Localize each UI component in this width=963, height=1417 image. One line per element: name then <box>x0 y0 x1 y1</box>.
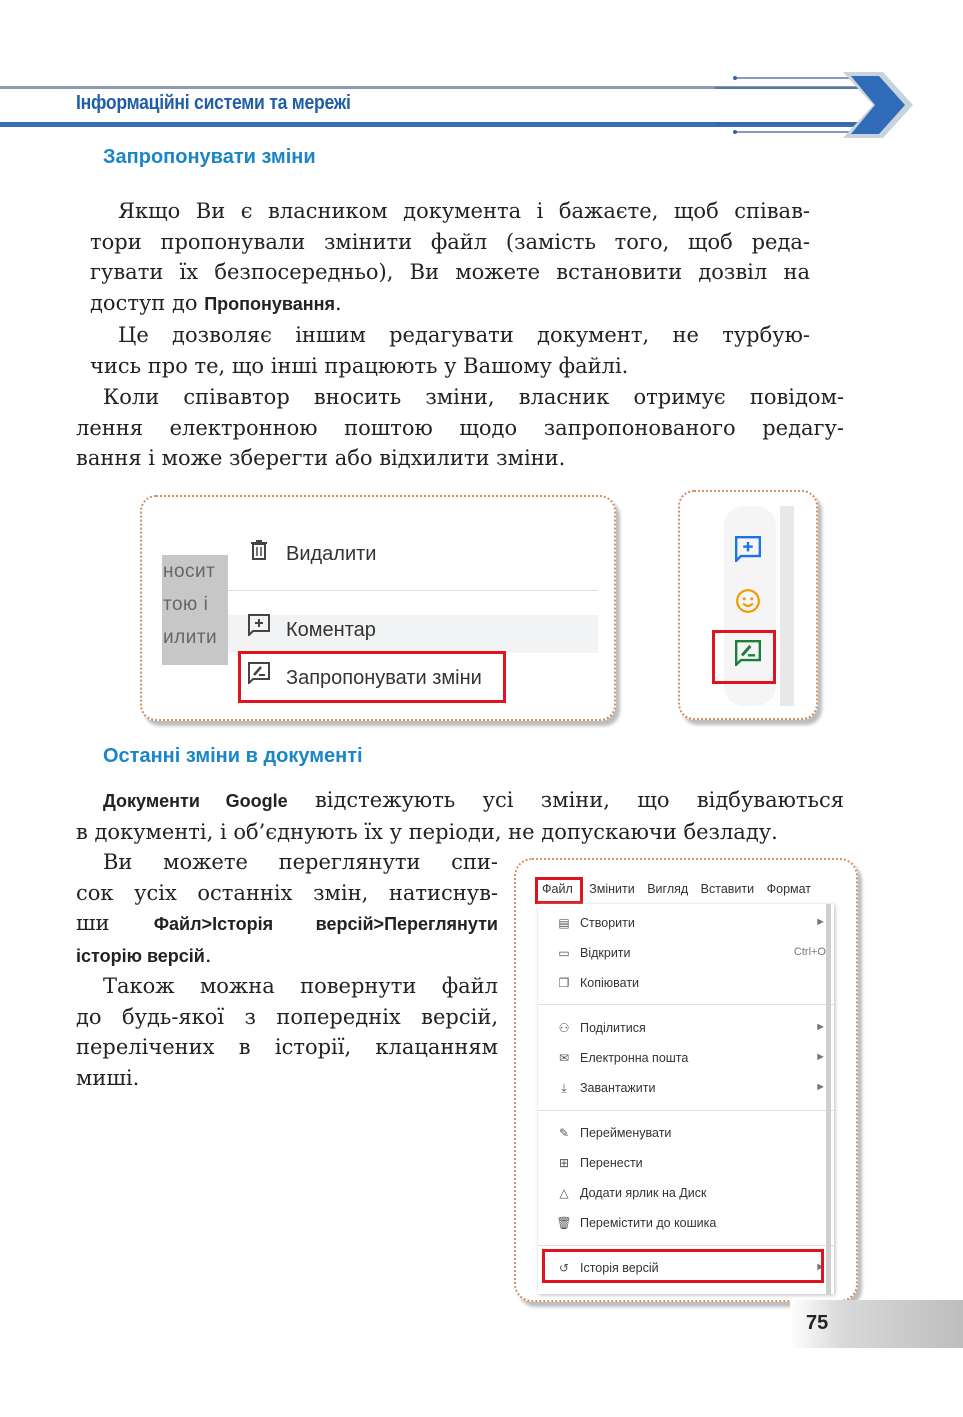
submenu-indicator: ► <box>815 1021 826 1033</box>
text-line: миші. <box>76 1065 140 1090</box>
text-line: до будь-якої з попередніх версій, <box>76 1004 498 1029</box>
menu-item-share[interactable] <box>556 1021 826 1035</box>
paragraph-restore-version <box>76 971 498 1093</box>
menu-view[interactable]: Вигляд <box>647 882 689 896</box>
menu-edit[interactable]: Змінити <box>589 882 635 896</box>
copy-icon: ❐ <box>558 976 570 990</box>
header-title: Інформаційні системи та мережі <box>76 92 351 114</box>
rename-icon: ✎ <box>558 1126 570 1140</box>
text-fragment: . <box>335 290 342 315</box>
menu-item-label: Запропонувати зміни <box>286 667 482 689</box>
menu-item-trash[interactable] <box>556 1216 826 1230</box>
file-dropdown <box>538 904 834 1294</box>
figure-context-menu <box>140 495 616 721</box>
text-line: Якщо Ви є власником документа і бажаєте, щоб співав- <box>118 199 810 223</box>
highlight-box <box>712 630 776 684</box>
menu-separator <box>228 590 598 591</box>
menu-separator <box>538 1004 834 1005</box>
menu-item-label: Відкрити <box>580 946 631 960</box>
folder-icon: ▭ <box>558 946 570 960</box>
paragraph-owner-suggest <box>90 196 810 319</box>
text-fragment: илити <box>163 627 218 648</box>
term-menu-path: Файл>Історія версій>Переглянути <box>153 914 498 934</box>
download-icon: ⤓ <box>561 1081 567 1095</box>
paragraph-view-history <box>76 847 498 971</box>
text-line: вання і може зберегти або відхилити зміни. <box>76 446 566 470</box>
menu-item-delete[interactable] <box>248 540 376 566</box>
highlight-box <box>542 1249 824 1283</box>
menu-separator <box>538 1245 834 1246</box>
menu-item-label: Перемістити до кошика <box>580 1216 717 1230</box>
scrollbar[interactable] <box>826 904 831 1294</box>
mail-icon: ✉ <box>558 1051 570 1065</box>
page-number: 75 <box>806 1312 829 1334</box>
text-line: Ви можете переглянути спи- <box>103 850 498 874</box>
menu-item-download[interactable] <box>556 1081 826 1096</box>
submenu-indicator: ► <box>815 1261 826 1273</box>
menu-item-copy[interactable] <box>556 976 826 990</box>
emoji-icon[interactable] <box>728 588 768 621</box>
text-fragment: носит <box>163 561 216 582</box>
move-icon: ⊞ <box>558 1156 570 1170</box>
text-fragment: ши <box>76 911 154 935</box>
text-line: перелічених в історії, клацанням <box>76 1035 498 1059</box>
menu-item-open[interactable] <box>556 946 826 960</box>
menu-format[interactable]: Формат <box>766 882 812 896</box>
text-line <box>76 785 844 817</box>
menu-item-label: Історія версій <box>580 1261 659 1275</box>
text-fragment: . <box>204 942 212 967</box>
text-line <box>90 288 810 320</box>
menu-item-label: Видалити <box>286 543 377 565</box>
text-line: гувати їх безпосередньо), Ви можете встановити дозвіл на <box>90 260 810 284</box>
menu-item-label: Додати ярлик на Диск <box>580 1186 707 1200</box>
section-heading-recent-changes: Останні зміни в документі <box>103 745 363 767</box>
add-comment-icon[interactable] <box>728 536 768 569</box>
paragraph-google-docs-tracking <box>76 785 844 847</box>
section-heading-suggest-changes: Запропонувати зміни <box>103 146 316 168</box>
history-icon: ↺ <box>558 1261 570 1275</box>
text-line: сок усіх останніх змін, натиснув- <box>76 880 498 905</box>
menu-item-label: Завантажити <box>580 1081 656 1095</box>
menu-item-create[interactable] <box>556 916 826 930</box>
paragraph-allows-editing <box>90 320 810 381</box>
add-comment-icon <box>248 614 270 642</box>
submenu-indicator: ► <box>815 1051 826 1063</box>
text-line <box>76 940 498 972</box>
submenu-indicator: ► <box>815 1081 826 1093</box>
text-line: тори пропонували змінити файл (замість того, щоб реда- <box>90 229 810 254</box>
term-version-history: історію версій <box>76 945 205 966</box>
text-line: лення електронною поштою щодо запропонованого редагу- <box>76 415 844 440</box>
text-line: Це дозволяє іншим редагувати документ, не турбую- <box>118 323 810 347</box>
menu-insert[interactable]: Вставити <box>700 882 755 896</box>
figure-side-toolbar <box>678 490 818 720</box>
menu-separator <box>538 1110 834 1111</box>
menu-item-label: Перенести <box>580 1156 643 1170</box>
text-line <box>76 908 498 940</box>
drive-shortcut-icon: △ <box>559 1186 569 1200</box>
menu-item-label: Коментар <box>286 619 376 641</box>
menu-item-label: Перейменувати <box>580 1126 672 1140</box>
figure-file-menu <box>514 858 858 1302</box>
text-line: Коли співавтор вносить зміни, власник отримує повідом- <box>103 385 844 409</box>
text-line: чись про те, що інші працюють у Вашому файлі. <box>90 353 629 378</box>
menu-item-label: Електронна пошта <box>580 1051 689 1065</box>
highlight-box <box>535 877 583 904</box>
trash-icon: 🗑 <box>556 1216 572 1230</box>
menu-item-label: Створити <box>580 916 635 930</box>
text-line: Також можна повернути файл <box>103 974 498 998</box>
menu-item-move[interactable] <box>556 1156 826 1170</box>
shortcut-label: Ctrl+O <box>793 946 826 958</box>
term-google-docs: Документи Google <box>103 791 288 811</box>
header-arrow-decoration <box>715 70 915 140</box>
menu-item-label: Поділитися <box>580 1021 646 1035</box>
trash-icon <box>248 540 270 566</box>
text-line: в документі, і об’єднують їх у періоди, не допускаючи безладу. <box>76 819 778 844</box>
menu-item-rename[interactable] <box>556 1126 826 1140</box>
text-fragment: доступ до <box>90 290 205 315</box>
share-icon: ⚇ <box>558 1021 570 1035</box>
paragraph-coauthor-changes <box>76 382 844 474</box>
menu-item-label: Копіювати <box>580 976 640 990</box>
scrollbar <box>780 506 794 706</box>
document-text-fragment <box>162 555 230 665</box>
menu-item-add-shortcut[interactable] <box>556 1186 826 1200</box>
document-icon: ▤ <box>558 916 570 930</box>
term-suggesting: Пропонування <box>204 293 335 314</box>
menu-file[interactable]: Файл <box>542 882 573 896</box>
submenu-indicator: ► <box>815 916 826 928</box>
highlight-box <box>238 651 506 703</box>
menu-item-email[interactable] <box>556 1051 826 1065</box>
menu-item-comment[interactable] <box>248 614 376 642</box>
text-fragment: тою і <box>163 594 209 615</box>
text-fragment: відстежують усі зміни, що відбуваються <box>287 788 844 812</box>
